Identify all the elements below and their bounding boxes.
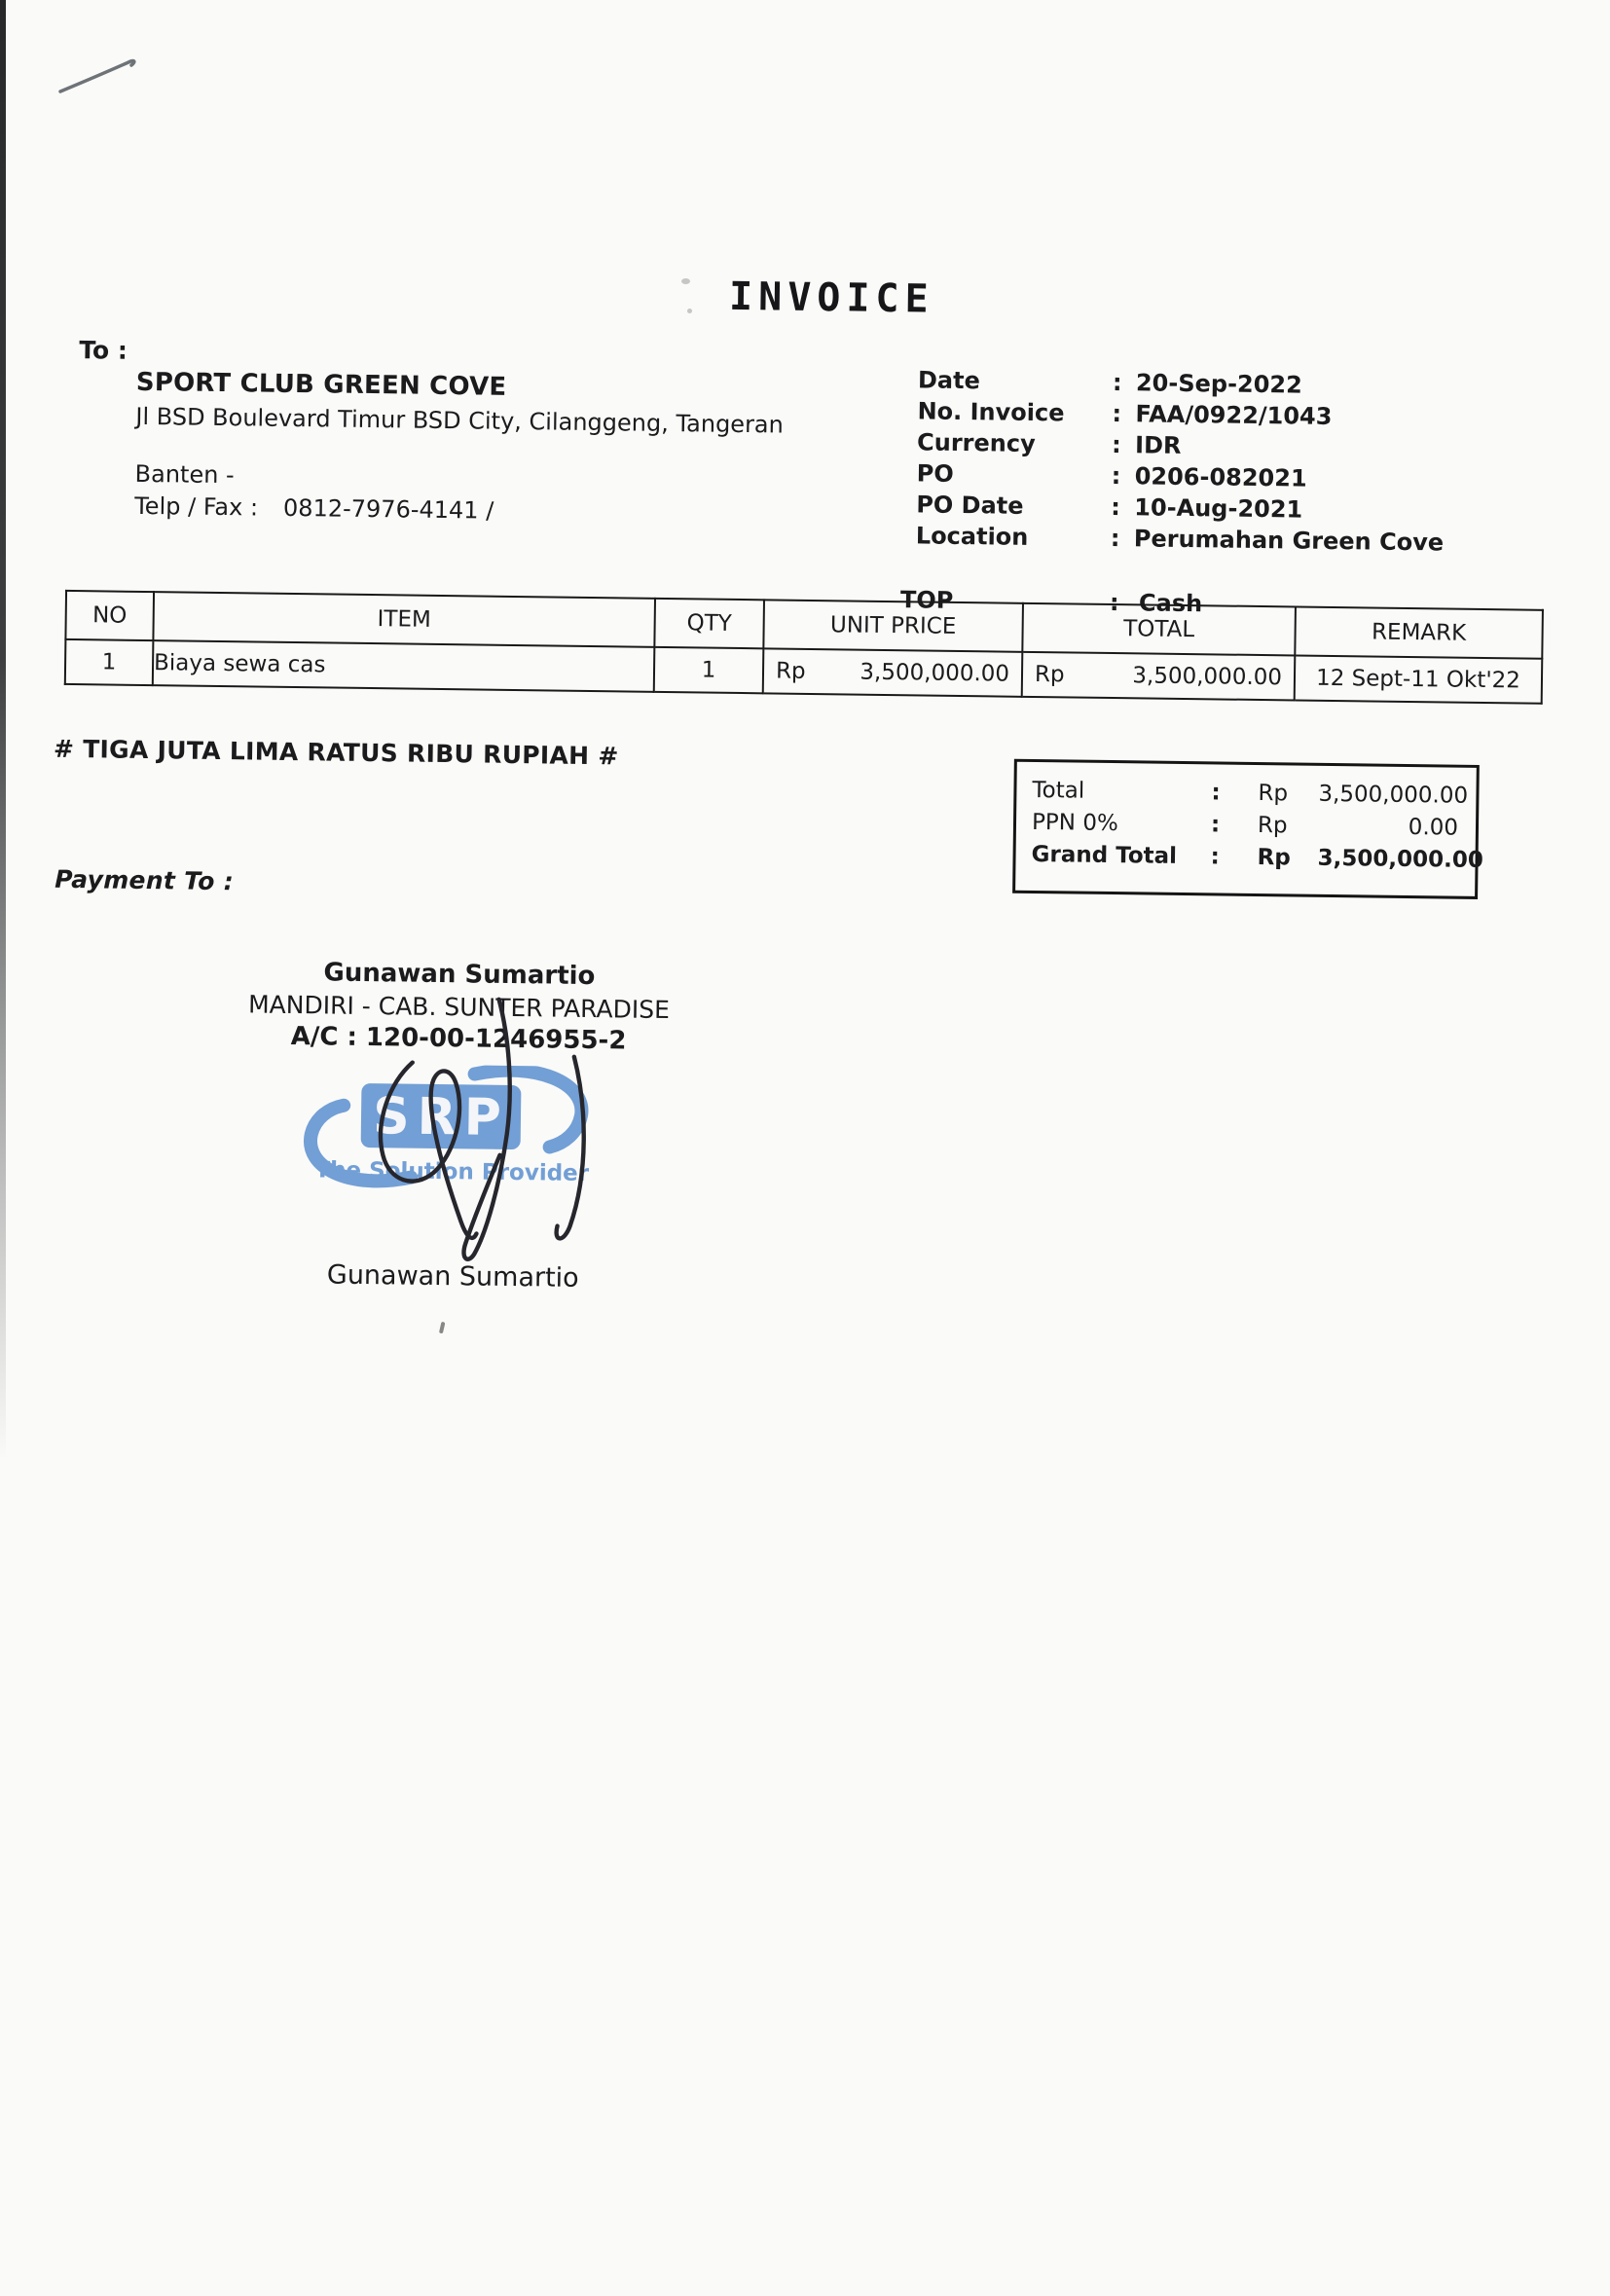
header-unit-price: UNIT PRICE [763,600,1023,651]
ppn-amount: 0.00 [1408,815,1459,841]
items-table [64,590,1544,705]
colon: : [1112,399,1122,428]
meta-value: 20-Sep-2022 [1135,369,1302,399]
meta-label: Date [917,366,981,395]
colon: : [1210,812,1221,838]
cell-qty: 1 [654,647,764,693]
totals-box [1012,759,1483,899]
recipient-name: SPORT CLUB GREEN COVE [135,367,507,402]
recipient-phone [134,492,494,525]
header-item: ITEM [153,592,655,647]
cell-item: Biaya sewa cas [153,640,655,692]
amount-in-words: # TIGA JUTA LIMA RATUS RIBU RUPIAH # [53,734,619,771]
currency-symbol: Rp [1258,780,1289,807]
top-value: Cash [1138,589,1203,618]
colon: : [1112,368,1122,397]
total-amount: 3,500,000.00 [1318,781,1469,809]
invoice-meta-block [916,366,1446,560]
meta-label: PO Date [916,491,1024,520]
meta-value: 10-Aug-2021 [1134,493,1303,524]
meta-label: Currency [916,428,1036,457]
signatory-name: Gunawan Sumartio [326,1259,579,1294]
currency-symbol: Rp [775,658,806,684]
to-label: To : [79,336,128,365]
meta-label: PO [916,459,954,488]
header-no: NO [65,591,154,640]
currency-symbol: Rp [1034,661,1065,688]
payment-bank: MANDIRI - CAB. SUNTER PARADISE [247,990,671,1025]
recipient-address: Jl BSD Boulevard Timur BSD City, Cilanggeng, Tangeran [135,402,785,439]
cell-remark: 12 Sept-11 Okt'22 [1295,655,1543,703]
total-label: Total [1032,777,1085,804]
meta-label: No. Invoice [917,397,1065,427]
colon: : [1210,844,1220,870]
cell-unit-price [763,648,1023,696]
grand-total-label: Grand Total [1031,841,1178,869]
meta-value: FAA/0922/1043 [1135,400,1333,430]
currency-symbol: Rp [1257,844,1291,871]
grand-total-amount: 3,500,000.00 [1317,845,1483,874]
header-remark: REMARK [1295,606,1543,658]
meta-label: Location [915,522,1029,551]
cell-total [1022,652,1296,701]
payment-to-label: Payment To : [54,864,235,896]
meta-row-location [916,522,1445,560]
ink-speck [439,1322,446,1334]
stamp-slogan: The Solution Provider [314,1157,590,1187]
currency-symbol: Rp [1257,812,1288,839]
recipient-province: Banten - [134,459,235,490]
header-qty: QTY [654,599,764,648]
colon: : [1111,492,1121,522]
colon: : [1211,780,1221,806]
phone-value: 0812-7976-4141 / [282,493,494,525]
meta-value: Perumahan Green Cove [1133,525,1445,557]
unit-price-value: 3,500,000.00 [860,659,1010,687]
payment-name: Gunawan Sumartio [323,958,596,992]
totals-row-grand-total [1031,841,1483,880]
cell-no: 1 [65,639,154,685]
meta-value: IDR [1134,431,1182,459]
total-value: 3,500,000.00 [1132,663,1283,691]
ppn-label: PPN 0% [1031,809,1118,837]
colon: : [1109,588,1119,617]
top-label: TOP [899,586,954,614]
colon: : [1111,430,1121,459]
colon: : [1110,524,1120,553]
stamp-text: SRP [372,1087,510,1148]
payment-account: A/C : 120-00-1246955-2 [290,1022,627,1056]
signature [353,990,640,1281]
colon: : [1111,461,1121,491]
phone-label: Telp / Fax : [134,492,259,522]
page-title: INVOICE [728,273,934,322]
meta-value: 0206-082021 [1134,462,1307,492]
header-total: TOTAL [1022,603,1296,656]
